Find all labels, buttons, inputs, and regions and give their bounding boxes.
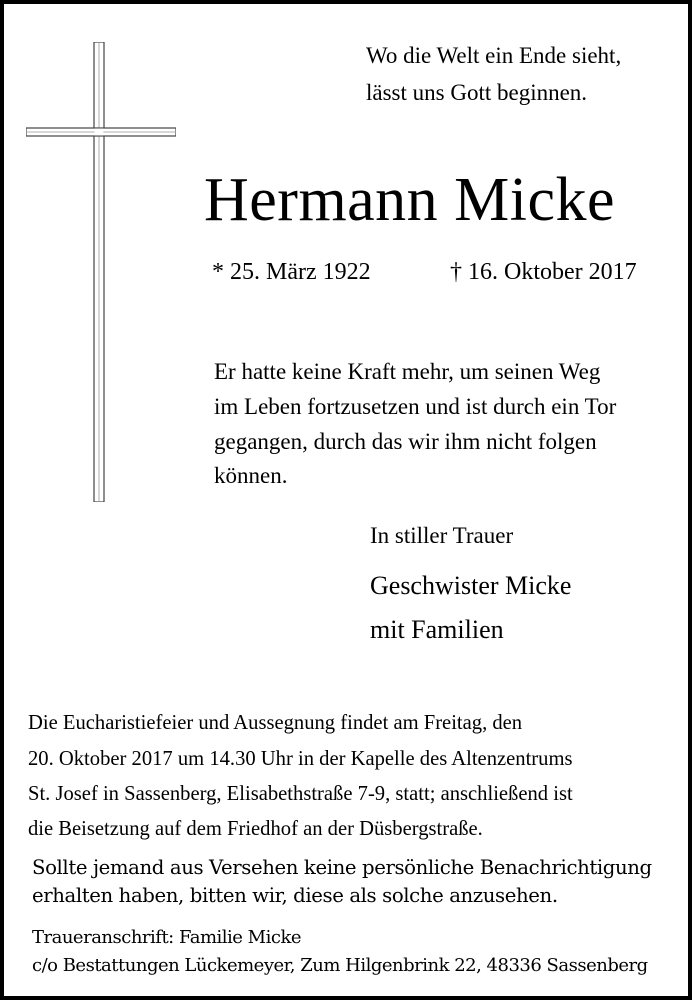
mourners-line-1: Geschwister Micke (370, 571, 572, 600)
deceased-name: Hermann Micke (204, 166, 616, 234)
address-line-2: c/o Bestattungen Lückemeyer, Zum Hilgenbrink 22, 48336 Sassenberg (32, 955, 648, 976)
ceremony-line-4: die Beisetzung auf dem Friedhof an der Düsbergstraße. (28, 818, 483, 840)
ceremony-line-2: 20. Oktober 2017 um 14.30 Uhr in der Kapelle des Altenzentrums (28, 748, 573, 770)
mourning-intro: In stiller Trauer (370, 523, 514, 548)
address-line-1: Traueranschrift: Familie Micke (32, 927, 302, 948)
quote-line-4: können. (214, 463, 288, 488)
notice-line-1: Sollte jemand aus Versehen keine persönliche Benachrichtigung (32, 856, 652, 879)
birth-date: * 25. März 1922 (212, 259, 371, 285)
quote-line-2: im Leben fortzusetzen und ist durch ein Tor (214, 394, 617, 419)
cross-icon (26, 42, 176, 502)
verse-line-1: Wo die Welt ein Ende sieht, (366, 43, 622, 68)
notice-line-2: erhalten haben, bitten wir, diese als solche anzusehen. (32, 884, 558, 907)
ceremony-line-3: St. Josef in Sassenberg, Elisabethstraße 7-9, statt; anschließend ist (28, 783, 573, 805)
quote-line-1: Er hatte keine Kraft mehr, um seinen Weg (214, 359, 601, 384)
verse-line-2: lässt uns Gott beginnen. (366, 80, 588, 105)
ceremony-line-1: Die Eucharistiefeier und Aussegnung findet am Freitag, den (28, 712, 523, 734)
mourners-line-2: mit Familien (370, 615, 504, 644)
death-date: † 16. Oktober 2017 (450, 259, 637, 285)
quote-line-3: gegangen, durch das wir ihm nicht folgen (214, 429, 597, 454)
